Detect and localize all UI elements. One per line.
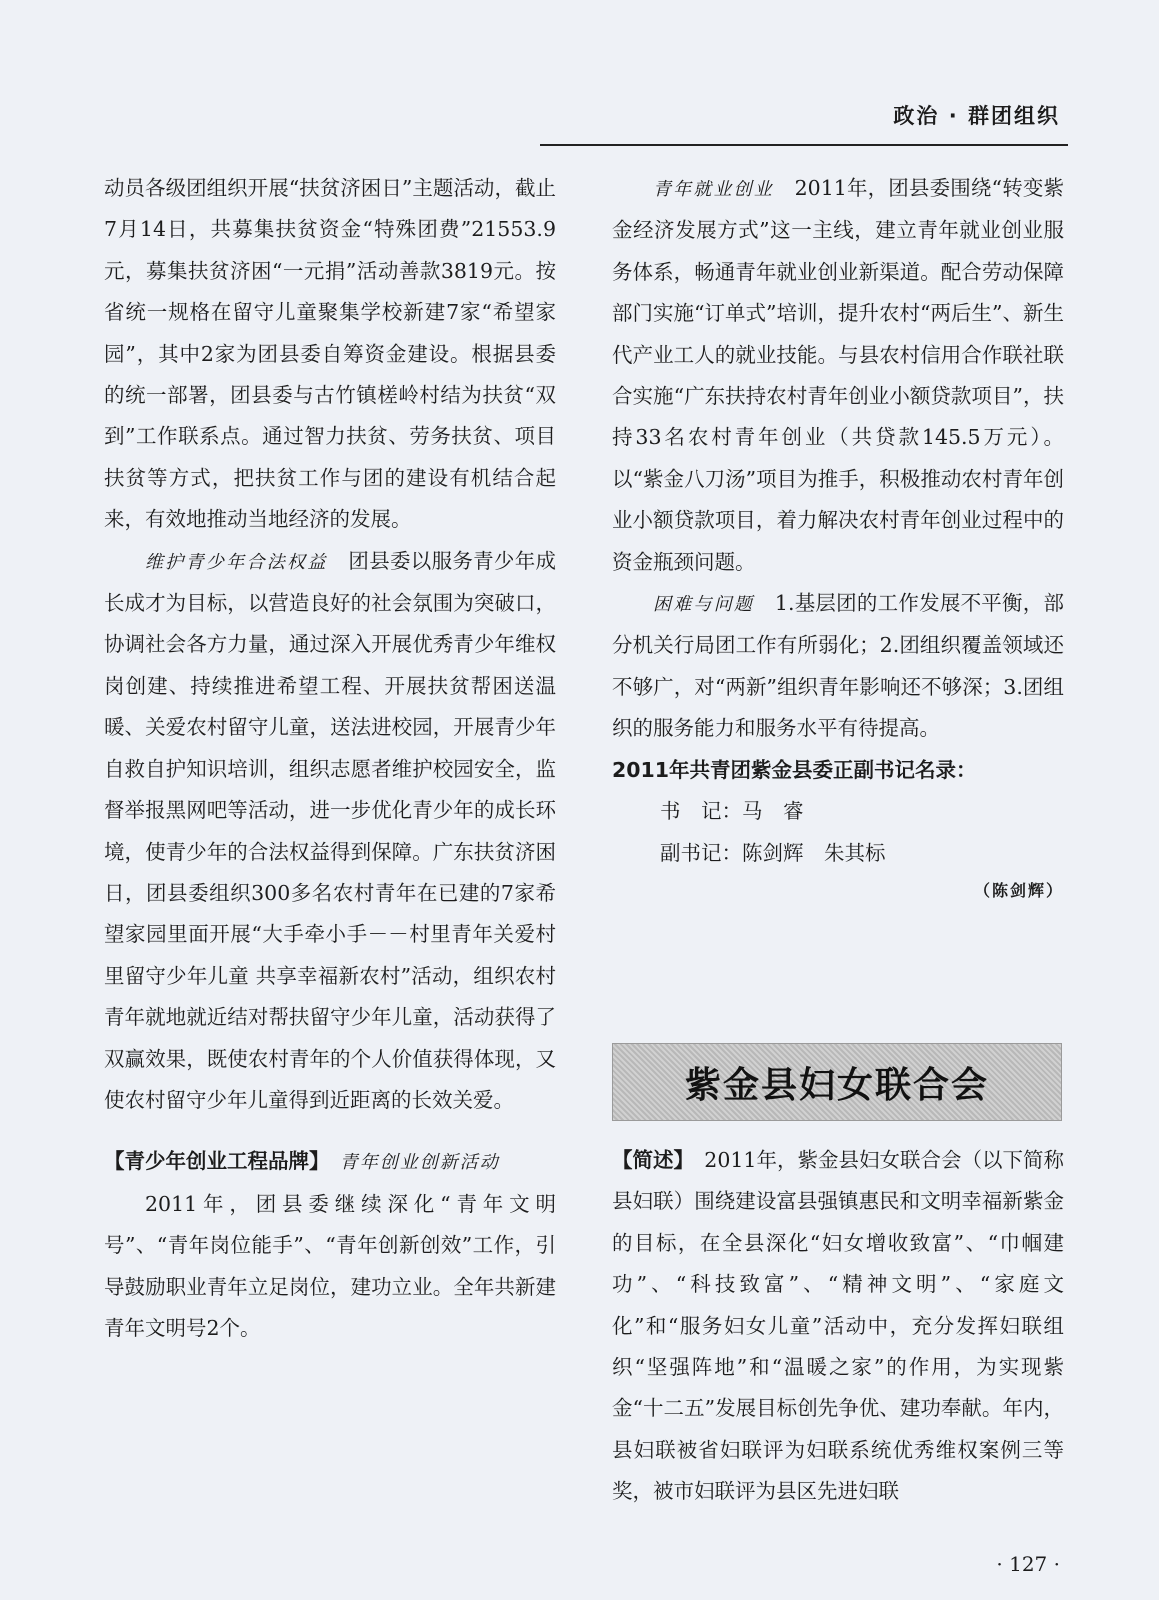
run-in-heading: 维护青少年合法权益 — [145, 551, 328, 573]
section-banner — [612, 1043, 1062, 1121]
roster-secretary: 书 记：马 睿 — [660, 799, 804, 824]
header-rule — [540, 144, 1068, 146]
roster-title: 2011年共青团紫金县委正副书记名录： — [612, 757, 977, 782]
paragraph-text: 1.基层团的工作发展不平衡，部分机关行局团工作有所弱化；2.团组织覆盖领域还不够广，对“两新”组织青年影响还不够深；3.团组织的服务能力和服务水平有待提高。 — [612, 591, 1065, 741]
paragraph-text: 团县委以服务青少年成长成才为目标，以营造良好的社会氛围为突破口，协调社会各方力量，通过深入开展优秀青少年维权岗创建、持续推进希望工程、开展扶贫帮困送温暖、关爱农村留守儿童，送法进校园，开展青少年自救自护知识培训，组织志愿者维护校园安全，监督举报黑网吧等活动，进一步优化青少年的成长环境，使青少年的合法权益得到保障。广东扶贫济困日，团县委组织300多名农村青年在已建的7家希望家园里面开展“大手牵小手－－村里青年关爱村里留守少年儿童 共享幸福新农村”活动，组织农村青年就地就近结对帮扶留守少年儿童，活动获得了双赢效果，既使农村青年的个人价值获得体现，又使农村留守少年儿童得到近距离的长效关爱。 — [104, 548, 557, 1112]
paragraph-problems — [612, 583, 1064, 750]
spacer — [104, 1121, 556, 1141]
paragraph-poverty-relief: 动员各级团组织开展“扶贫济困日”主题活动，截止7月14日，共募集扶贫资金“特殊团费”21553.9元，募集扶贫济困“一元捐”活动善款3819元。按省统一规格在留守儿童聚集学校新建7家“希望家园”，其中2家为团县委自筹资金建设。根据县委的统一部署，团县委与古竹镇槎岭村结为扶贫“双到”工作联系点。通过智力扶贫、劳务扶贫、项目扶贫等方式，把扶贫工作与团的建设有机结合起来，有效地推动当地经济的发展。 — [104, 176, 556, 532]
roster-deputy: 副书记：陈剑辉 朱其标 — [660, 840, 886, 865]
run-in-heading: 困难与问题 — [653, 594, 755, 616]
running-header: 政治 · 群团组织 — [893, 104, 1060, 128]
page-number: · 127 · — [996, 1552, 1060, 1576]
right-column-lower — [612, 1140, 1064, 1513]
right-column — [612, 168, 1064, 908]
run-in-heading: 青年就业创业 — [653, 179, 774, 200]
left-column — [104, 168, 556, 1349]
section-heading: 【简述】 — [612, 1148, 684, 1172]
paragraph-entrepreneurship-brand — [104, 1141, 556, 1183]
paragraph-rights-protection — [104, 541, 556, 1122]
banner-title: 紫金县妇女联合会 — [684, 1064, 989, 1106]
paragraph-summary — [612, 1140, 1064, 1513]
paragraph-text: 2011年，团县委围绕“转变紫金经济发展方式”这一主线，建立青年就业创业服务体系，畅通青年就业创业新渠道。配合劳动保障部门实施“订单式”培训，提升农村“两后生”、新生代产业工人的就业技能。与县农村信用合作联社联合实施“广东扶持农村青年创业小额贷款项目”，扶持33名农村青年创业（共贷款145.5万元）。以“紫金八刀汤”项目为推手，积极推动农村青年创业小额贷款项目，着力解决农村青年创业过程中的资金瓶颈问题。 — [612, 176, 1065, 574]
paragraph-text: 2011年，紫金县妇女联合会（以下简称县妇联）围绕建设富县强镇惠民和文明幸福新紫金的目标，在全县深化“妇女增收致富”、“巾帼建功”、“科技致富”、“精神文明”、“家庭文化”和“服务妇女儿童”活动中，充分发挥妇联组织“坚强阵地”和“温暖之家”的作用，为实现紫金“十二五”发展目标创先争优、建功奉献。年内，县妇联被省妇联评为妇联系统优秀维权案例三等奖，被市妇联评为县区先进妇联 — [612, 1148, 1065, 1504]
run-in-heading: 青年创业创新活动 — [339, 1152, 500, 1174]
author-credit: （陈剑辉） — [973, 880, 1064, 900]
section-heading: 【青少年创业工程品牌】 — [104, 1149, 320, 1174]
paragraph-civilization: 2011年，团县委继续深化“青年文明号”、“青年岗位能手”、“青年创新创效”工作，引导鼓励职业青年立足岗位，建功立业。全年共新建青年文明号2个。 — [104, 1191, 556, 1340]
paragraph-youth-employment — [612, 168, 1064, 583]
